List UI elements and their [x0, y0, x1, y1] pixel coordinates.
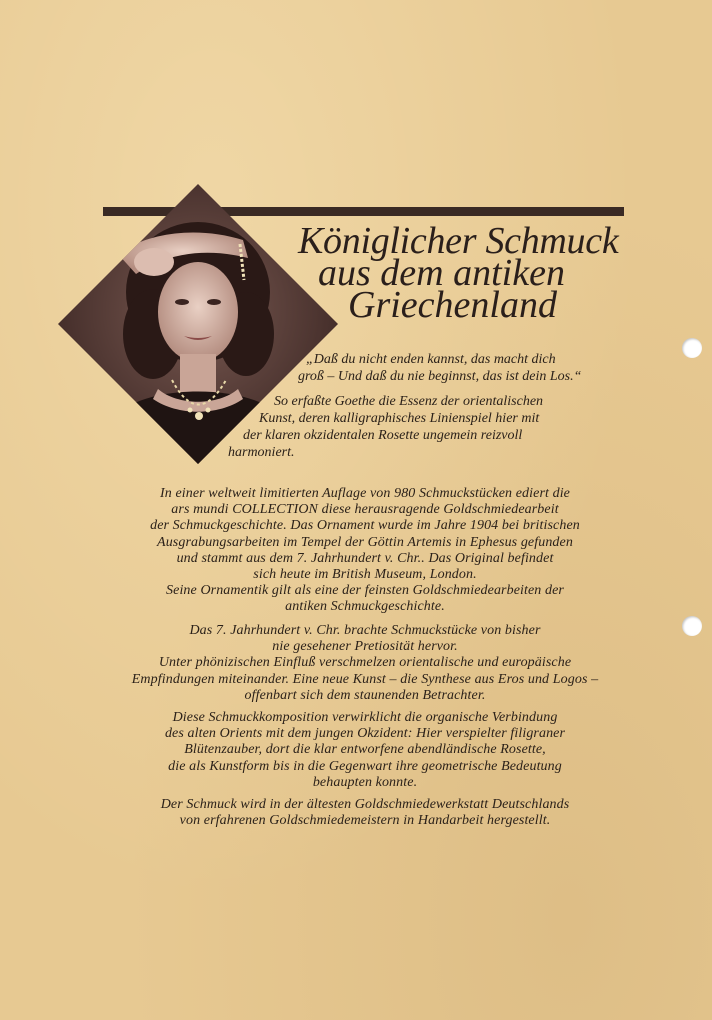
paragraph-line: Diese Schmuckkomposition verwirklicht die organische Verbindung	[172, 710, 558, 725]
intro-line-1: So erfaßte Goethe die Essenz der orientalischen	[274, 394, 544, 409]
paragraph-line: Blütenzauber, dort die klar entworfene abendländische Rosette,	[184, 742, 546, 758]
intro-line-2: Kunst, deren kalligraphisches Linienspiel hier mit	[259, 411, 540, 426]
punch-hole	[682, 338, 702, 358]
paragraph-line: Unter phönizischen Einfluß verschmelzen orientalische und europäische	[158, 655, 572, 671]
quote-line-2: groß – Und daß du nie beginnst, das ist dein Los.“	[298, 369, 582, 384]
paragraph-line: Ausgrabungsarbeiten im Tempel der Göttin Artemis in Ephesus gefunden	[157, 534, 573, 550]
paragraph-line: nie gesehener Pretiosität hervor.	[272, 639, 458, 655]
paragraph-line: In einer weltweit limitierten Auflage von 980 Schmuckstücken ediert die	[159, 486, 570, 501]
paragraph-line: und stammt aus dem 7. Jahrhundert v. Chr.. Das Original befindet	[176, 550, 554, 566]
paragraph-line: Empfindungen miteinander. Eine neue Kunst – die Synthese aus Eros und Logos –	[131, 671, 599, 687]
headline-line-2: aus dem antiken	[318, 252, 565, 294]
quote-line-1: „Daß du nicht enden kannst, das macht dich	[306, 352, 556, 367]
intro-line-4: harmoniert.	[228, 445, 295, 460]
paragraph-line: des alten Orients mit dem jungen Okzident: Hier verspielter filigraner	[164, 726, 566, 742]
paragraph-line: ars mundi COLLECTION diese herausragende Goldschmiedearbeit	[171, 502, 559, 518]
paragraph-line: behaupten konnte.	[312, 774, 418, 790]
headline-line-1: Königlicher Schmuck	[298, 220, 619, 262]
paragraph-line: sich heute im British Museum, London.	[253, 567, 477, 583]
paragraph-history	[95, 623, 635, 704]
paragraph-line: von erfahrenen Goldschmiedemeistern in Handarbeit hergestellt.	[179, 813, 551, 829]
paragraph-line: offenbart sich dem staunenden Betrachter.	[244, 687, 486, 703]
paragraph-line: Seine Ornamentik gilt als eine der feinsten Goldschmiedearbeiten der	[166, 583, 564, 599]
paragraph-line: die als Kunstform bis in die Gegenwart ihre geometrische Bedeutung	[168, 758, 562, 774]
paragraph-line: der Schmuckgeschichte. Das Ornament wurde im Jahre 1904 bei britischen	[150, 518, 580, 534]
paragraph-composition	[95, 710, 635, 791]
headline-line-3: Griechenland	[348, 284, 557, 326]
paragraph-edition	[95, 486, 635, 616]
paragraph-line: Das 7. Jahrhundert v. Chr. brachte Schmuckstücke von bisher	[189, 623, 541, 638]
paragraph-line: Der Schmuck wird in der ältesten Goldschmiedewerkstatt Deutschlands	[160, 797, 570, 812]
paragraph-line: antiken Schmuckgeschichte.	[285, 599, 445, 615]
paragraph-workshop	[95, 797, 635, 829]
punch-hole	[682, 616, 702, 636]
intro-line-3: der klaren okzidentalen Rosette ungemein reizvoll	[243, 428, 523, 443]
